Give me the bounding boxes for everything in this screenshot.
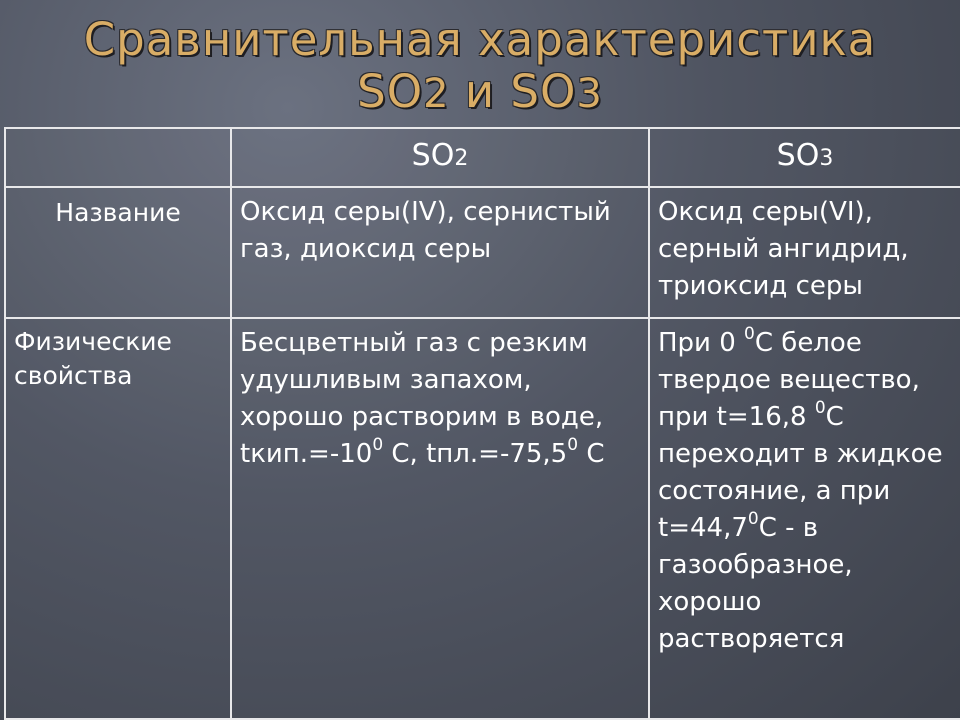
- table-row-physical: [5, 318, 960, 719]
- title-mid: и SO: [449, 65, 577, 118]
- header-so2-text: SO: [411, 138, 455, 173]
- header-so3: [649, 128, 960, 187]
- header-empty-cell: [5, 128, 231, 187]
- so3-name-cell: Оксид серы(VI), серный ангидрид, триоксид серы: [649, 187, 960, 318]
- comparison-table: [4, 127, 960, 720]
- so3-phys-a: При 0: [658, 328, 745, 358]
- so3-phys-d: С переходит в жидкое состояние, а при t=44,7: [658, 402, 943, 543]
- so2-tpl: С, tпл.=-75,5: [383, 439, 568, 469]
- so2-physical-cell: [231, 318, 649, 719]
- so3-deg-3: 0: [747, 509, 759, 529]
- so2-c: С: [578, 439, 605, 469]
- so2-tkip: tкип.=-10: [240, 439, 373, 469]
- so3-phys-b: С белое твердое вещество, при: [658, 328, 920, 432]
- row-label-name: Название: [5, 187, 231, 318]
- title-line-2: [0, 66, 960, 120]
- slide-title: [0, 14, 960, 120]
- title-line-1: Сравнительная характеристика: [83, 13, 877, 66]
- header-so2-sub: 2: [454, 146, 469, 171]
- so2-deg-1: 0: [372, 435, 384, 455]
- so3-deg-2: 0: [814, 398, 826, 418]
- title-sub-2: 2: [423, 71, 450, 117]
- table-header-row: [5, 128, 960, 187]
- row-label-physical: Физические свойства: [5, 318, 231, 719]
- header-so3-sub: 3: [819, 146, 834, 171]
- so3-physical-cell: [649, 318, 960, 719]
- table-row-name: [5, 187, 960, 318]
- title-sub-3: 3: [576, 71, 603, 117]
- title-so-a: SO: [357, 65, 424, 118]
- so2-deg-2: 0: [567, 435, 579, 455]
- so2-phys-text: Бесцветный газ с резким удушливым запахом, хорошо растворим в воде,: [240, 328, 604, 432]
- so3-phys-c: t=16,8: [716, 402, 815, 432]
- so3-phys-e: С - в газообразное, хорошо растворяется: [658, 513, 853, 654]
- so3-deg-1: 0: [744, 324, 755, 344]
- so2-name-cell: Оксид серы(IV), сернистый газ, диоксид серы: [231, 187, 649, 318]
- header-so3-text: SO: [776, 138, 820, 173]
- header-so2: [231, 128, 649, 187]
